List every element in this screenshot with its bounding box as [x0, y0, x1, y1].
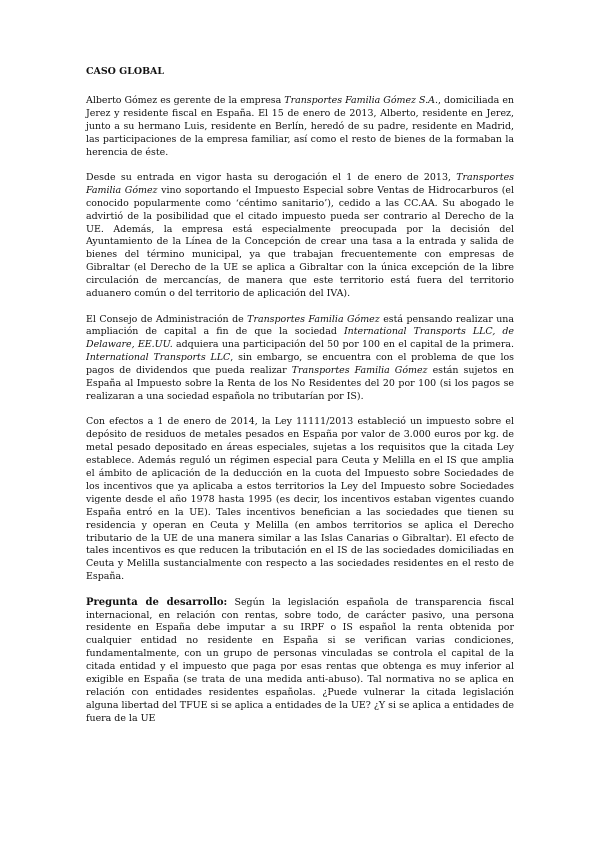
p1-company-name: Transportes Familia Gómez S.A. — [284, 94, 438, 106]
p3-foreign-company: International Transports LLC, de Delaware, EE.UU. — [86, 326, 514, 351]
p3-text-a: El Consejo de Administración de — [86, 313, 248, 325]
question-label: Pregunta de desarrollo: — [86, 596, 228, 608]
document-body — [86, 66, 514, 738]
paragraph-3 — [86, 314, 514, 404]
document-title: CASO GLOBAL — [86, 66, 165, 77]
p1-text-b: , domiciliada en Jerez y residente fiscal en España. El 15 de enero de 2013, Alberto, residente en Jerez, junto a su hermano Luis, residente en Berlín, heredó de su padre, residente en Madrid, las participaciones de la empresa familiar, así como el resto de bienes de la formaban la herencia de éste. — [86, 94, 514, 158]
p3-company-name-2: Transportes Familia Gómez — [291, 365, 428, 377]
p3-foreign-company-short: International Transports LLC — [86, 352, 231, 364]
question-text: Según la legislación española de transparencia fiscal internacional, en relación con rentas, sobre todo, de carácter pasivo, una persona residente en España debe imputar a su IRPF o IS español la renta obtenida por cualquier entidad no residente en España si se verifican varias condiciones, fundamentalmente, con un grupo de personas vinculadas se controla el capital de la citada entidad y el impuesto que paga por esas rentas que obtenga es muy inferior al exigible en España (se trata de una medida anti-abuso). Tal normativa no se aplica en relación con entidades residentes españolas. ¿Puede vulnerar la citada legislación alguna libertad del TFUE si se aplica a entidades de la UE? ¿Y si se aplica a entidades de fuera de la UE — [86, 596, 514, 724]
p1-text-a: Alberto Gómez es gerente de la empresa — [86, 94, 285, 106]
p3-text-d: , sin embargo, se encuentra con el problema de que los pagos de dividendos que pueda realizar — [86, 352, 514, 377]
p2-text-b: vino soportando el Impuesto Especial sobre Ventas de Hidrocarburos (el conocido popularmente como ‘céntimo sanitario’), cedido a las CC.AA. Su abogado le advirtió de la posibilidad que el citado impuesto pueda ser contrario al Derecho de la UE. Además, la empresa está especialmente preocupada por la decisión del Ayuntamiento de la Línea de la Concepción de crear una tasa a la entrada y salida de bienes del término municipal, ya que trabajan frecuentemente con empresas de Gibraltar (el Derecho de la UE se aplica a Gibraltar con la única excepción de la libre circulación de mercancías, de manera que este territorio está fuera del territorio aduanero común o del territorio de aplicación del IVA). — [86, 184, 514, 300]
question-paragraph — [86, 597, 514, 726]
p3-company-name-1: Transportes Familia Gómez — [247, 313, 380, 325]
p2-company-name: Transportes Familia Gómez — [86, 171, 514, 196]
p3-text-c: adquiera una participación del 50 por 100 en el capital de la primera. — [172, 339, 514, 351]
p3-text-b: está pensando realizar una ampliación de capital a fin de que la sociedad — [86, 313, 514, 338]
paragraph-2 — [86, 172, 514, 301]
p3-text-e: están sujetos en España al Impuesto sobre la Renta de los No Residentes del 20 por 100 (si los pagos se realizaran a una sociedad española no tributarían por IS). — [86, 365, 514, 402]
paragraph-1 — [86, 95, 514, 160]
p2-text-a: Desde su entrada en vigor hasta su derogación el 1 de enero de 2013, — [86, 171, 457, 183]
paragraph-4: Con efectos a 1 de enero de 2014, la Ley 11111/2013 estableció un impuesto sobre el depósito de residuos de metales pesados en España por valor de 3.000 euros por kg. de metal pesado depositado en áreas especiales, sujetas a los requisitos que la citada Ley establece. Además reguló un régimen especial para Ceuta y Melilla en el IS que amplia el ámbito de aplicación de la deducción en la cuota del Impuesto sobre Sociedades de los incentivos que ya aplicaba a estos territorios la Ley del Impuesto sobre Sociedades vigente desde el año 1978 hasta 1995 (es decir, los incentivos estaban vigentes cuando España entró en la UE). Tales incentivos benefician a las sociedades que tienen su residencia y operan en Ceuta y Melilla (en ambos territorios se aplica el Derecho tributario de la UE de una manera similar a las Islas Canarias o Gibraltar). El efecto de tales incentivos es que reducen la tributación en el IS de las sociedades domiciliadas en Ceuta y Melilla sustancialmente con respecto a las sociedades residentes en el resto de España. — [86, 416, 514, 583]
